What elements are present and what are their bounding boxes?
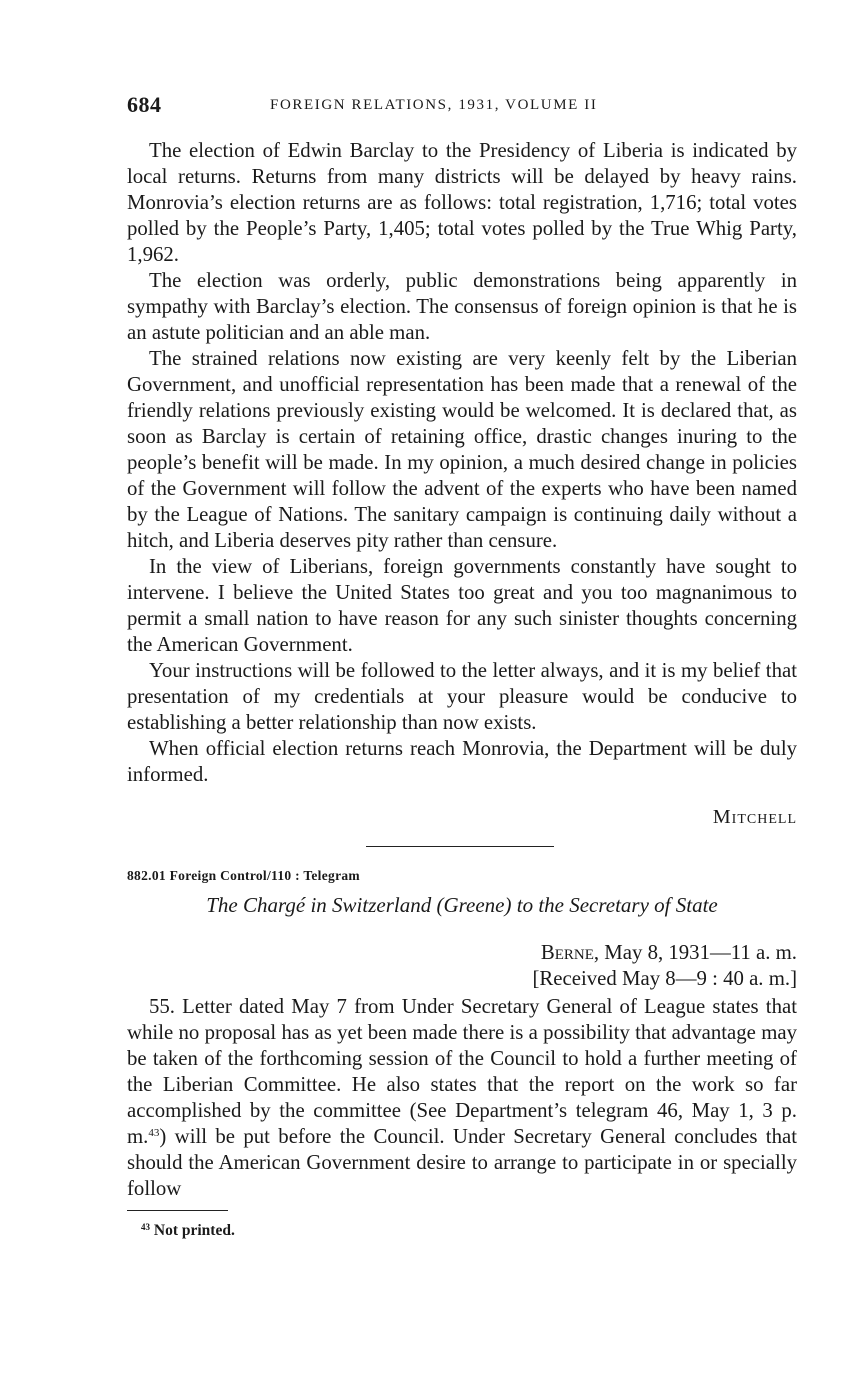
running-head: FOREIGN RELATIONS, 1931, VOLUME II	[270, 97, 598, 113]
paragraph: The election of Edwin Barclay to the Presidency of Liberia is indicated by local returns. Returns from many districts will be delayed by heavy rains. Monrovia’s election returns are as follows: total registration, 1,716; total votes polled by the People’s Party, 1,405; total votes polled by the True Whig Party, 1,962.	[127, 139, 797, 266]
signature: Mitchell	[712, 806, 797, 828]
sent-line	[532, 940, 797, 966]
received-line: [Received May 8—9 : 40 a. m.]	[532, 967, 797, 990]
page-header	[127, 92, 797, 122]
footnote-text: Not printed.	[153, 1222, 235, 1239]
date: May 8, 1931—11 a. m.	[599, 941, 797, 964]
dateline	[532, 940, 797, 992]
document-title: The Chargé in Switzerland (Greene) to the Secretary of State	[206, 893, 718, 917]
paragraph-text: ) will be put before the Council. Under Secretary General concludes that should the American Government desire to arrange to participate in or specially follow	[127, 1125, 797, 1200]
footnote-marker: 43	[141, 1222, 150, 1232]
paragraph: The election was orderly, public demonstrations being apparently in sympathy with Barclay’s election. The consensus of foreign opinion is that he is an astute politician and an able man.	[127, 269, 797, 344]
paragraph-text: 55. Letter dated May 7 from Under Secretary General of League states that while no proposal has as yet been made there is a possibility that advantage may be taken of the forthcoming session of the Council to hold a further meeting of the Liberian Committee. He also states that the report on the work so far accomplished by the committee (See Department’s telegram 46, May 1, 3 p. m.	[127, 995, 797, 1148]
footnote	[141, 1222, 235, 1240]
telegram-body	[127, 994, 797, 1202]
footnote-reference[interactable]: 43	[148, 1127, 160, 1139]
footnote-rule	[127, 1210, 228, 1211]
page-number: 684	[127, 92, 162, 117]
paragraph: Your instructions will be followed to the letter always, and it is my belief that presentation of my credentials at your pleasure would be conducive to establishing a better relationship than now exists.	[127, 659, 797, 734]
paragraph	[127, 994, 797, 1202]
paragraph: When official election returns reach Monrovia, the Department will be duly informed.	[127, 737, 797, 786]
paragraph: In the view of Liberians, foreign governments constantly have sought to intervene. I believe the United States too great and you too magnanimous to permit a small nation to have reason for any such sinister thoughts concerning the American Government.	[127, 555, 797, 656]
file-reference: 882.01 Foreign Control/110 : Telegram	[127, 868, 360, 883]
section-divider	[366, 846, 554, 847]
paragraph: The strained relations now existing are very keenly felt by the Liberian Government, and unofficial representation has been made that a renewal of the friendly relations previously existing would be welcomed. It is declared that, as soon as Barclay is certain of retaining office, drastic changes inuring to the people’s benefit will be made. In my opinion, a much desired change in policies of the Government will follow the advent of the experts who have been named by the League of Nations. The sanitary campaign is continuing daily without a hitch, and Liberia deserves pity rather than censure.	[127, 347, 797, 552]
letter-body	[127, 138, 797, 788]
place: Berne,	[540, 941, 600, 964]
